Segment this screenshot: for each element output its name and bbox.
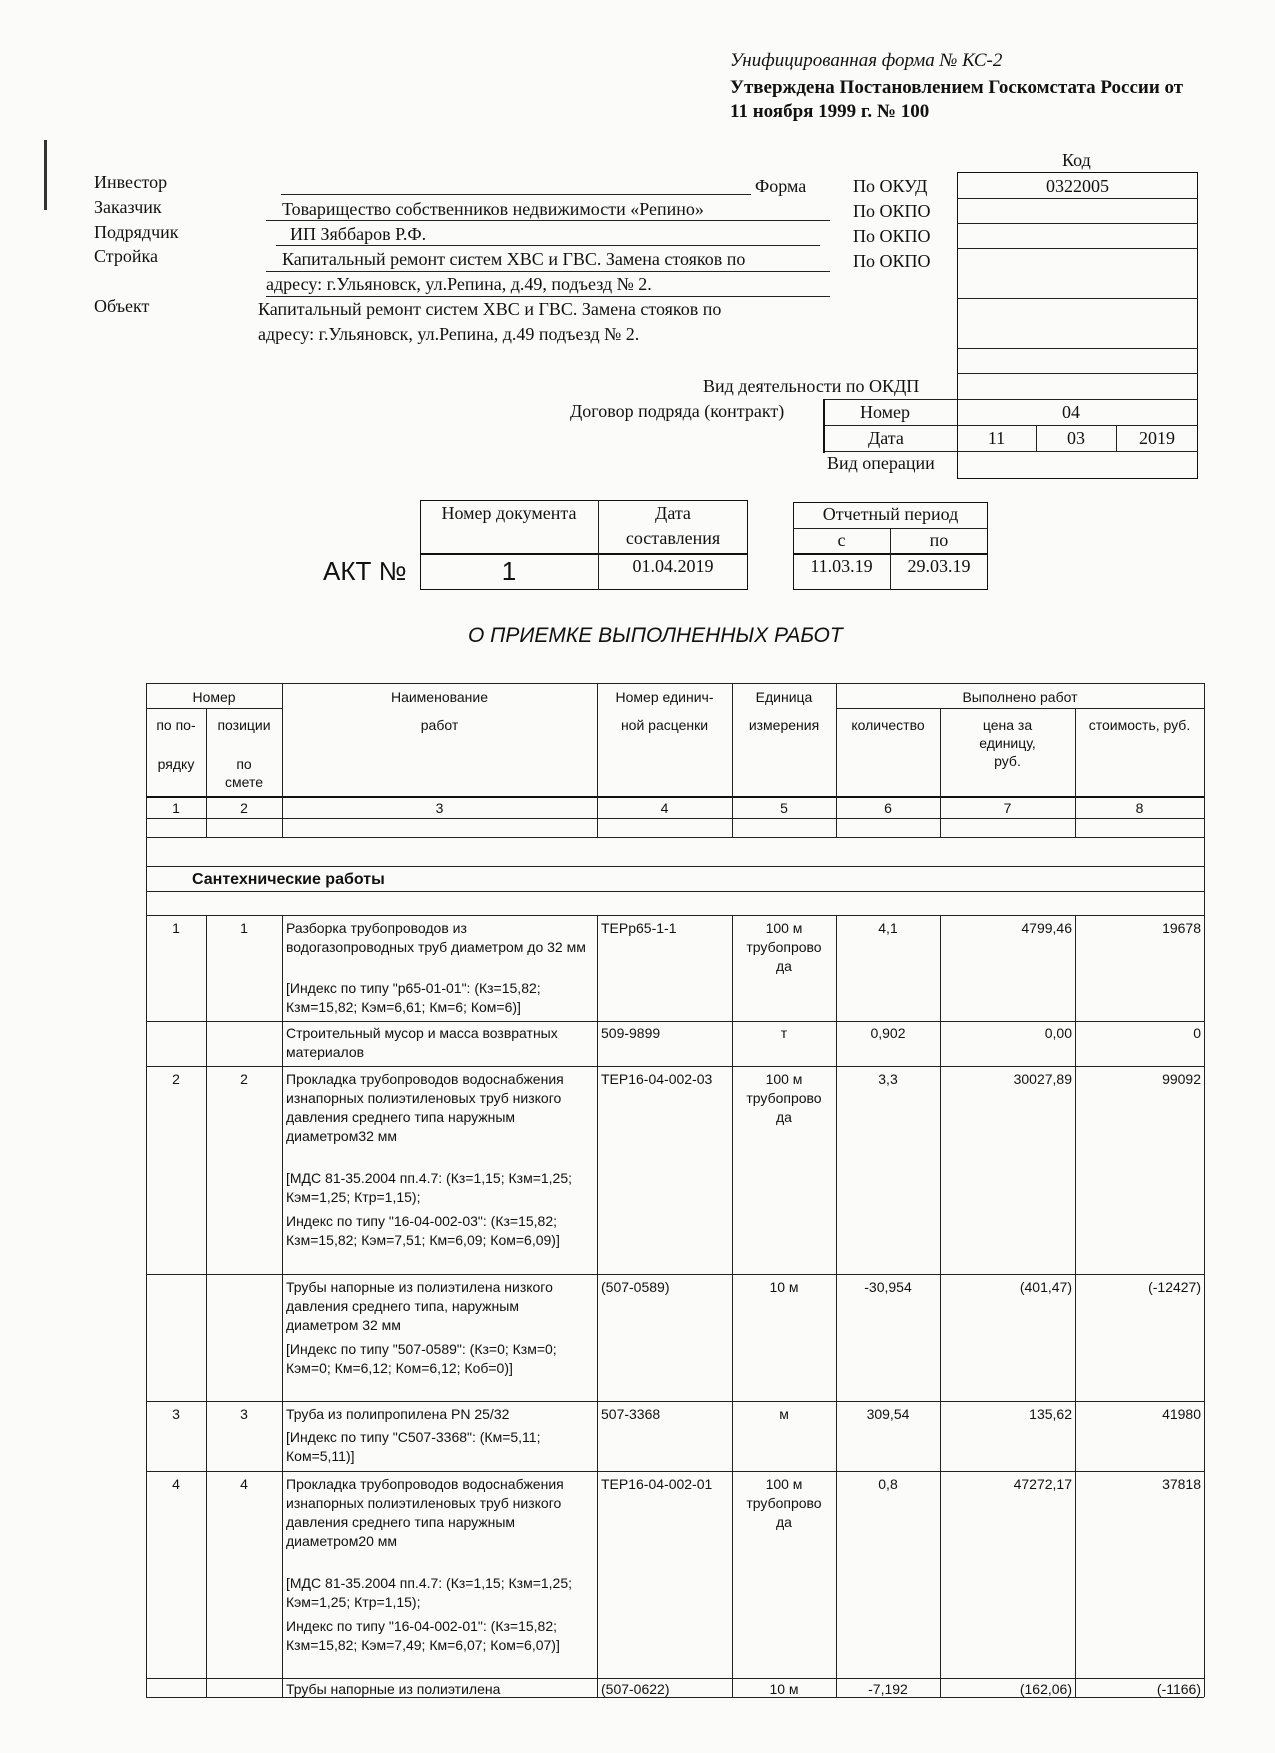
row-note: [Индекс по типу "507-0589": (Кз=0; Кзм=0; Кэм=0; Км=6,12; Ком=6,12; Коб=0)]	[286, 1341, 557, 1376]
row-note-2: Индекс по типу "16-04-002-01": (Кз=15,82; Кзм=15,82; Кэм=7,49; Км=6,07; Ком=6,07)]	[286, 1618, 560, 1653]
period-to-label: по	[929, 530, 949, 550]
row-name: Трубы напорные из полиэтилена	[286, 1681, 501, 1697]
h-pos-1: позиции	[217, 717, 271, 733]
form-approval: Утверждена Постановлением Госкомстата России от	[730, 77, 1184, 98]
investor-label: Инвестор	[94, 172, 168, 192]
row-position: 1	[240, 920, 248, 936]
row-rate: ТЕРр65-1-1	[601, 920, 677, 936]
doc-number-header: Номер документа	[441, 503, 577, 523]
col-num-7: 7	[1003, 800, 1012, 816]
row-unit: т	[780, 1025, 788, 1041]
row-position: 3	[240, 1406, 248, 1422]
row-rate: 509-9899	[601, 1025, 661, 1041]
okpo-label-site: По ОКПО	[853, 251, 931, 271]
object-value-1: Капитальный ремонт систем ХВС и ГВС. Замена стояков по	[258, 299, 722, 319]
period-from: 11.03.19	[810, 556, 873, 576]
h-price-3: руб.	[994, 753, 1021, 769]
site-value-1: Капитальный ремонт систем ХВС и ГВС. Замена стояков по	[282, 249, 746, 269]
row-rate: 507-3368	[601, 1406, 661, 1422]
row-name: Прокладка трубопроводов водоснабжения изнапорных полиэтиленовых труб низкого давления среднего типа наружным диаметром20 мм	[286, 1476, 564, 1549]
okud-value: 0322005	[1046, 176, 1109, 196]
h-cost: стоимость, руб.	[1088, 717, 1191, 733]
row-order: 2	[172, 1071, 180, 1087]
contract-label: Договор подряда (контракт)	[570, 401, 785, 421]
row-name: Прокладка трубопроводов водоснабжения изнапорных полиэтиленовых труб низкого давления среднего типа наружным диаметром32 мм	[286, 1071, 564, 1144]
row-order: 4	[172, 1476, 180, 1492]
h-unit-1: Единица	[755, 689, 813, 705]
row-cost: (-12427)	[1148, 1279, 1201, 1295]
customer-label: Заказчик	[94, 197, 162, 217]
period-from-label: с	[837, 530, 846, 550]
h-price-1: цена за	[982, 717, 1033, 733]
h-done: Выполнено работ	[962, 689, 1078, 705]
h-pos-2: по	[236, 756, 252, 772]
row-name: Трубы напорные из полиэтилена низкого давления среднего типа, наружным диаметром 32 мм	[286, 1279, 553, 1333]
site-value-2: адресу: г.Ульяновск, ул.Репина, д.49, подъезд № 2.	[266, 274, 652, 294]
period-to: 29.03.19	[907, 556, 971, 576]
h-order-1: по по-	[156, 717, 196, 733]
row-unit: 10 м	[769, 1279, 799, 1295]
row-cost: 0	[1193, 1025, 1201, 1041]
contract-day: 11	[987, 428, 1006, 448]
row-note: [Индекс по типу "р65-01-01": (Кз=15,82; Кзм=15,82; Кэм=6,61; Км=6; Ком=6)]	[286, 980, 541, 1015]
doc-date-header-1: Дата	[655, 503, 691, 523]
row-qty: 309,54	[866, 1406, 910, 1422]
h-name-2: работ	[420, 717, 459, 733]
h-order-2: рядку	[157, 756, 195, 772]
row-cost: 99092	[1162, 1071, 1201, 1087]
row-name: Труба из полипропилена PN 25/32	[286, 1406, 510, 1422]
contractor-value: ИП Зяббаров Р.Ф.	[290, 224, 427, 244]
row-note: [Индекс по типу "С507-3368": (Км=5,11; Ком=5,11)]	[286, 1429, 541, 1464]
row-qty: 0,8	[878, 1476, 898, 1492]
col-num-5: 5	[780, 800, 788, 816]
row-position: 4	[240, 1476, 248, 1492]
margin-mark	[44, 140, 47, 210]
okpo-label-customer: По ОКПО	[853, 201, 931, 221]
h-qty: количество	[851, 717, 925, 733]
act-label: АКТ №	[323, 556, 407, 586]
row-rate: (507-0622)	[601, 1681, 670, 1697]
row-cost: 37818	[1162, 1476, 1201, 1492]
contractor-label: Подрядчик	[94, 222, 179, 242]
period-header: Отчетный период	[822, 504, 959, 524]
row-unit: 100 м трубопрово да	[746, 1476, 822, 1530]
h-unit-2: измерения	[748, 717, 820, 733]
site-label: Стройка	[94, 246, 158, 266]
col-num-2: 2	[240, 800, 248, 816]
form-approval-date: 11 ноября 1999 г. № 100	[730, 101, 930, 122]
act-number: 1	[501, 556, 517, 586]
row-price: 135,62	[1029, 1406, 1072, 1422]
h-rate-1: Номер единич-	[615, 689, 714, 705]
row-unit: 100 м трубопрово да	[746, 1071, 822, 1125]
act-date: 01.04.2019	[632, 556, 714, 576]
row-qty: 4,1	[878, 920, 898, 936]
contract-year: 2019	[1139, 428, 1175, 448]
object-label: Объект	[94, 296, 150, 316]
row-cost: (-1166)	[1156, 1681, 1201, 1697]
row-name: Разборка трубопроводов из водогазопроводных труб диаметром до 32 мм	[286, 920, 586, 955]
row-price: (401,47)	[1019, 1279, 1072, 1295]
doc-date-header-2: составления	[625, 528, 721, 548]
row-note: [МДС 81-35.2004 пп.4.7: (Кз=1,15; Кзм=1,25; Кэм=1,25; Ктр=1,15);	[286, 1170, 573, 1205]
forma-label: Форма	[755, 176, 807, 196]
act-title: О ПРИЕМКЕ ВЫПОЛНЕННЫХ РАБОТ	[468, 624, 843, 647]
col-num-8: 8	[1135, 800, 1144, 816]
row-price: 0,00	[1044, 1025, 1072, 1041]
row-qty: 3,3	[878, 1071, 898, 1087]
row-position: 2	[240, 1071, 248, 1087]
row-qty: -7,192	[868, 1681, 908, 1697]
activity-label: Вид деятельности по ОКДП	[703, 376, 920, 396]
object-value-2: адресу: г.Ульяновск, ул.Репина, д.49 подъезд № 2.	[258, 324, 640, 344]
col-num-1: 1	[172, 800, 180, 816]
row-note: [МДС 81-35.2004 пп.4.7: (Кз=1,15; Кзм=1,25; Кэм=1,25; Ктр=1,15);	[286, 1575, 573, 1610]
row-unit: 10 м	[769, 1681, 799, 1697]
row-note-2: Индекс по типу "16-04-002-03": (Кз=15,82; Кзм=15,82; Кэм=7,51; Км=6,09; Ком=6,09)]	[286, 1213, 560, 1248]
operation-label: Вид операции	[827, 453, 935, 473]
h-pos-3: смете	[225, 774, 263, 790]
row-name: Строительный мусор и масса возвратных материалов	[286, 1025, 558, 1060]
customer-value: Товарищество собственников недвижимости «Репино»	[282, 199, 704, 219]
row-price: (162,06)	[1019, 1681, 1072, 1697]
col-num-4: 4	[660, 800, 669, 816]
okpo-label-contractor: По ОКПО	[853, 226, 931, 246]
row-rate: ТЕР16-04-002-03	[601, 1071, 713, 1087]
code-header: Код	[1062, 150, 1091, 170]
contract-date-label: Дата	[868, 428, 904, 448]
contract-number-label: Номер	[860, 402, 911, 422]
row-cost: 41980	[1162, 1406, 1201, 1422]
row-unit: м	[779, 1406, 789, 1422]
contract-month: 03	[1067, 428, 1085, 448]
form-name: Унифицированная форма № КС-2	[730, 50, 1003, 71]
col-num-6: 6	[884, 800, 892, 816]
row-rate: (507-0589)	[601, 1279, 670, 1295]
row-price: 4799,46	[1021, 920, 1072, 936]
okud-label: По ОКУД	[853, 176, 928, 196]
row-order: 3	[172, 1406, 180, 1422]
h-price-2: единицу,	[979, 735, 1036, 751]
row-cost: 19678	[1162, 920, 1201, 936]
col-num-3: 3	[435, 800, 444, 816]
row-price: 47272,17	[1013, 1476, 1072, 1492]
row-order: 1	[172, 920, 180, 936]
row-qty: -30,954	[864, 1279, 912, 1295]
h-rate-2: ной расценки	[620, 717, 709, 733]
section-title: Сантехнические работы	[192, 871, 385, 888]
h-number: Номер	[192, 689, 236, 705]
investor-line	[281, 194, 751, 195]
row-price: 30027,89	[1013, 1071, 1072, 1087]
h-name-1: Наименование	[390, 689, 489, 705]
row-unit: 100 м трубопрово да	[746, 920, 822, 974]
row-qty: 0,902	[870, 1025, 906, 1041]
contract-number: 04	[1062, 402, 1080, 422]
row-rate: ТЕР16-04-002-01	[601, 1476, 713, 1492]
